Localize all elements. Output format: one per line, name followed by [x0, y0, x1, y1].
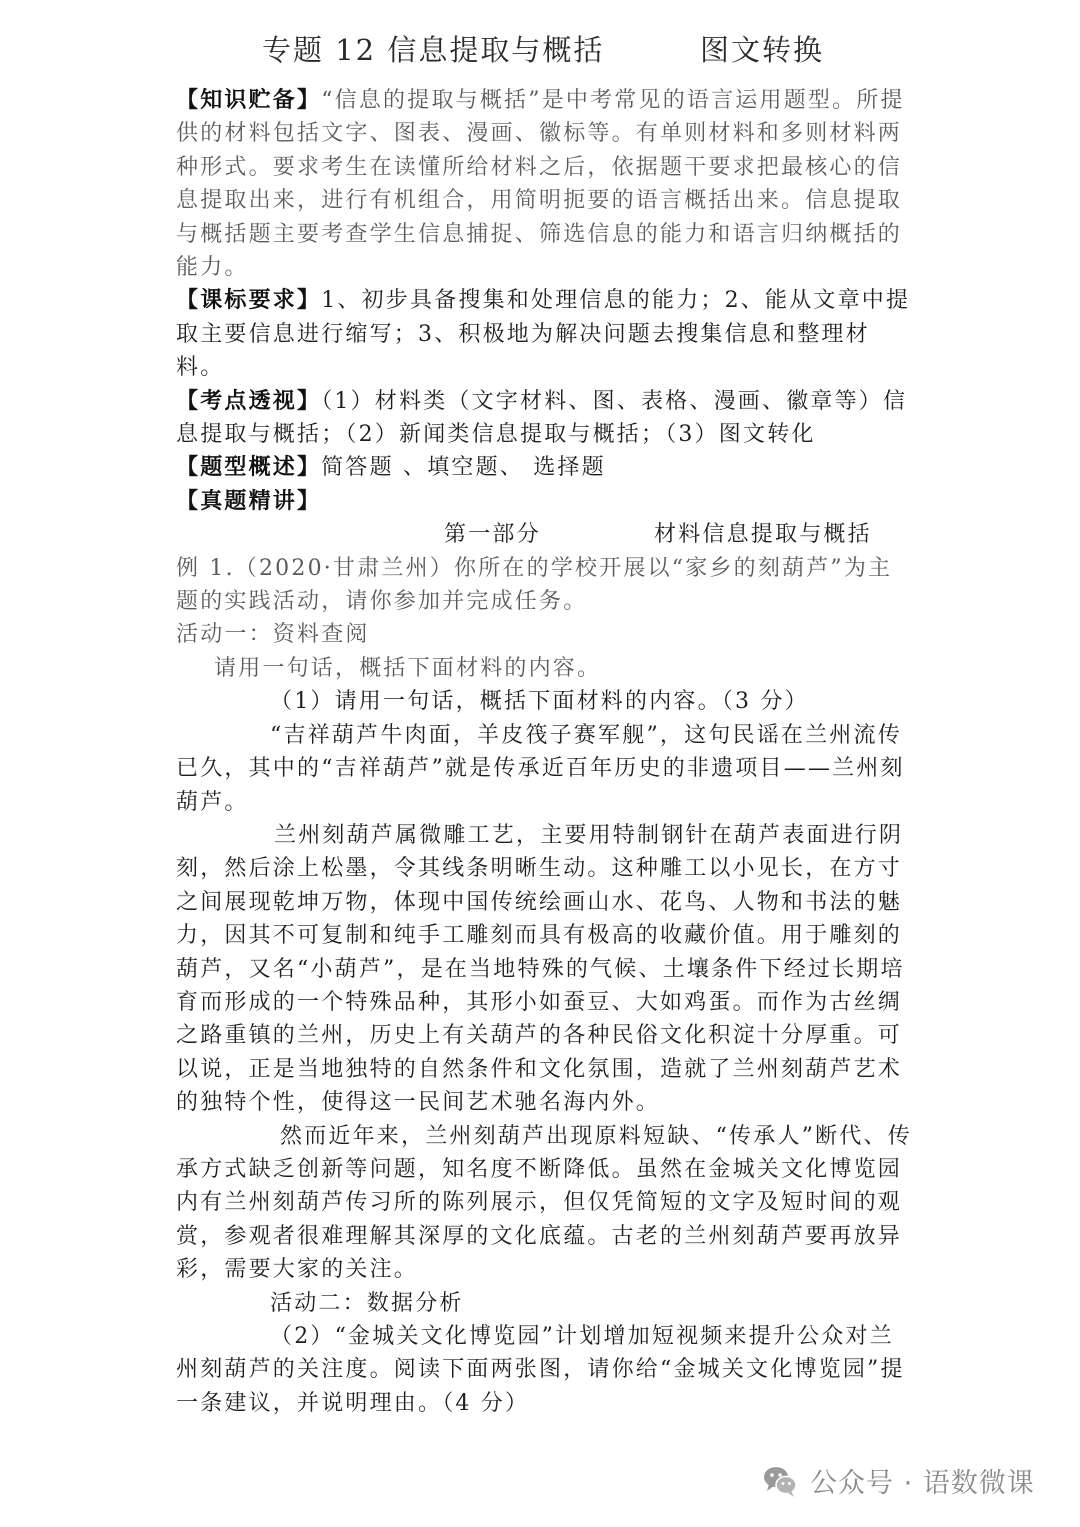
title-sub: 图文转换 [700, 33, 825, 67]
focus-text: （1）材料类（文字材料、图、表格、漫画、徽章等）信息提取与概括；（2）新闻类信息提取与概括；（3）图文转化 [176, 388, 908, 448]
types-label: 【题型概述】 [176, 454, 322, 481]
activity-two: 活动二：数据分析 [270, 1290, 464, 1316]
question-one: （1）请用一句话，概括下面材料的内容。（3 分） [270, 689, 809, 715]
wechat-icon [760, 1460, 800, 1500]
material-paragraph-1: “吉祥葫芦牛肉面，羊皮筏子赛军舰”，这句民谣在兰州流传已久，其中的“吉祥葫芦”就是传承近百年历史的非遗项目——兰州刻葫芦。 [176, 722, 905, 815]
types-text: 简答题 、填空题、 选择题 [321, 455, 606, 481]
exam-section [176, 485, 912, 518]
material-paragraph-3: 然而近年来，兰州刻葫芦出现原料短缺、“传承人”断代、传承方式缺乏创新等问题，知名度不断降低。虽然在金城关文化博览园内有兰州刻葫芦传习所的陈列展示，但仅凭简短的文字及短时间的观赏，参观者很难理解其深厚的文化底蕴。古老的兰州刻葫芦要再放异彩，需要大家的关注。 [176, 1123, 912, 1283]
material-paragraph-2: 兰州刻葫芦属微雕工艺，主要用特制钢针在葫芦表面进行阴刻，然后涂上松墨，令其线条明晰生动。这种雕工以小见长，在方寸之间展现乾坤万物，体现中国传统绘画山水、花鸟、人物和书法的魅力，因其不可复制和纯手工雕刻而具有极高的收藏价值。用于雕刻的葫芦，又名“小葫芦”，是在当地特殊的气候、土壤条件下经过长期培育而形成的一个特殊品种，其形小如蚕豆、大如鸡蛋。而作为古丝绸之路重镇的兰州，历史上有关葫芦的各种民俗文化积淀十分厚重。可以说，正是当地独特的自然条件和文化氛围，造就了兰州刻葫芦艺术的独特个性，使得这一民间艺术驰名海内外。 [176, 822, 905, 1116]
curriculum-label: 【课标要求】 [176, 287, 322, 314]
knowledge-text: “信息的提取与概括”是中考常见的语言运用题型。所提供的材料包括文字、图表、漫画、徽标等。有单则材料和多则材料两种形式。要求考生在读懂所给材料之后，依据题干要求把最核心的信息提取出来，进行有机组合，用简明扼要的语言概括出来。信息提取与概括题主要考查学生信息捕捉、筛选信息的能力和语言归纳概括的能力。 [176, 88, 905, 281]
example-intro: 例 1.（2020·甘肃兰州）你所在的学校开展以“家乡的刻葫芦”为主题的实践活动，请你参加并完成任务。 [176, 555, 893, 615]
watermark-text: 公众号 · 语数微课 [810, 1467, 1035, 1499]
exam-label: 【真题精讲】 [176, 487, 322, 514]
types-section [176, 451, 912, 484]
question-two: （2）“金城关文化博览园”计划增加短视频来提升公众对兰州刻葫芦的关注度。阅读下面两张图，请你给“金城关文化博览园”提一条建议，并说明理由。（4 分） [176, 1324, 905, 1416]
curriculum-text: 1、初步具备搜集和处理信息的能力；2、能从文章中提取主要信息进行缩写；3、积极地为解决问题去搜集信息和整理材料。 [176, 288, 911, 381]
knowledge-section [176, 84, 912, 284]
focus-section [176, 385, 912, 452]
knowledge-label: 【知识贮备】 [176, 87, 322, 113]
focus-label: 【考点透视】 [176, 387, 322, 414]
activity-one: 活动一：资料查阅 [176, 622, 370, 648]
instruction: 请用一句话，概括下面材料的内容。 [214, 655, 602, 681]
part-one-title: 材料信息提取与概括 [654, 522, 872, 548]
document-body [176, 84, 912, 1420]
watermark [760, 1458, 1035, 1502]
part-one-label: 第一部分 [444, 522, 541, 548]
part-one-heading [176, 518, 912, 551]
curriculum-section [176, 284, 912, 384]
title-main: 专题 12 信息提取与概括 [262, 33, 605, 67]
